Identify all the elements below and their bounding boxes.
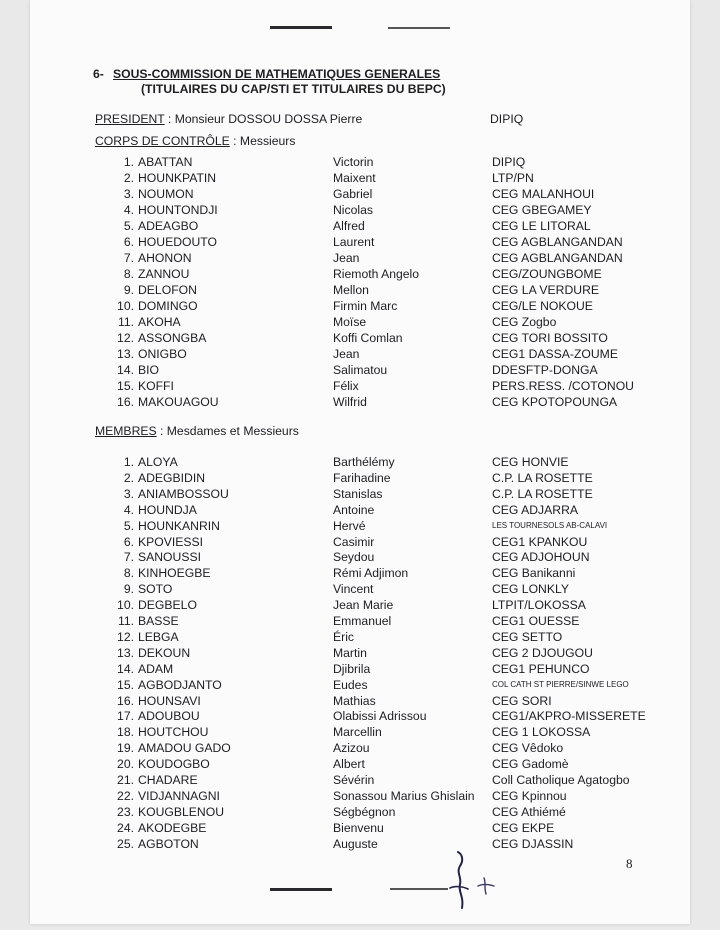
row-nom: ASSONGBA <box>138 331 207 345</box>
table-row <box>0 534 720 550</box>
row-number: 3. <box>123 187 134 201</box>
row-number: 11. <box>117 315 134 329</box>
row-number: 13. <box>117 645 134 660</box>
row-prenom: Barthélémy <box>333 455 395 469</box>
row-etablissement: CEG AGBLANGANDAN <box>492 235 623 249</box>
row-number: 25. <box>117 836 134 851</box>
table-row <box>0 629 720 645</box>
table-row <box>0 330 720 346</box>
top-rule-left <box>270 26 332 29</box>
row-number: 8. <box>123 566 134 581</box>
table-row <box>0 362 720 378</box>
row-nom: AGBODJANTO <box>138 677 222 692</box>
table-row <box>0 677 720 693</box>
row-number: 12. <box>117 629 134 644</box>
row-nom: HOUEDOUTO <box>138 235 217 249</box>
table-row <box>0 772 720 788</box>
row-nom: KOFFI <box>138 379 174 393</box>
row-number: 14. <box>117 363 134 377</box>
row-nom: KOUGBLENOU <box>138 804 225 819</box>
row-number: 10. <box>117 299 134 313</box>
table-row <box>0 234 720 250</box>
row-etablissement: LTPIT/LOKOSSA <box>492 598 586 613</box>
row-number: 18. <box>117 725 134 740</box>
row-number: 19. <box>117 741 134 756</box>
row-number: 20. <box>117 757 134 772</box>
row-prenom: Rémi Adjimon <box>333 566 409 581</box>
row-nom: HOUNTONDJI <box>138 203 218 217</box>
row-etablissement: CEG SORI <box>492 693 552 708</box>
table-row <box>0 645 720 661</box>
row-number: 13. <box>117 347 134 361</box>
row-number: 22. <box>117 788 134 803</box>
table-row <box>0 394 720 410</box>
row-prenom: Azizou <box>333 741 370 756</box>
row-prenom: Firmin Marc <box>333 299 398 313</box>
president-etab: DIPIQ <box>490 112 524 126</box>
row-prenom: Gabriel <box>333 187 373 201</box>
row-prenom: Djibrila <box>333 661 371 676</box>
table-row <box>0 788 720 804</box>
row-nom: BASSE <box>138 614 179 628</box>
row-number: 2. <box>123 171 134 185</box>
table-row <box>0 202 720 218</box>
table-row <box>0 218 720 234</box>
row-etablissement: CEG/ZOUNGBOME <box>492 267 602 281</box>
row-prenom: Olabissi Adrissou <box>333 709 427 724</box>
row-prenom: Albert <box>333 757 365 772</box>
row-number: 14. <box>117 661 134 676</box>
row-prenom: Bienvenu <box>333 820 384 835</box>
section-title: SOUS-COMMISSION DE MATHEMATIQUES GENERALES <box>113 67 441 81</box>
row-nom: HOUNSAVI <box>138 693 201 708</box>
row-nom: ADEGBIDIN <box>138 470 206 485</box>
table-row <box>0 314 720 330</box>
row-prenom: Vincent <box>333 582 374 597</box>
row-nom: HOUTCHOU <box>138 725 209 740</box>
row-etablissement: DIPIQ <box>492 155 526 169</box>
row-prenom: Marcellin <box>333 725 382 740</box>
row-prenom: Laurent <box>333 235 375 249</box>
table-row <box>0 740 720 756</box>
row-nom: ADOUBOU <box>138 709 200 724</box>
table-row <box>0 454 720 470</box>
row-number: 3. <box>123 486 134 501</box>
section-number: 6- <box>93 67 104 81</box>
row-prenom: Mathias <box>333 693 376 708</box>
row-nom: ABATTAN <box>138 155 193 169</box>
row-etablissement: CEG HONVIE <box>492 455 569 469</box>
row-prenom: Salimatou <box>333 363 388 377</box>
row-number: 10. <box>117 598 134 613</box>
row-nom: ANIAMBOSSOU <box>138 486 229 501</box>
table-row <box>0 613 720 629</box>
row-nom: KPOVIESSI <box>138 534 204 549</box>
table-row <box>0 756 720 772</box>
table-row <box>0 549 720 565</box>
table-row <box>0 597 720 613</box>
membres-label: MEMBRES <box>95 424 157 438</box>
table-row <box>0 378 720 394</box>
president-label: PRESIDENT <box>95 112 165 126</box>
row-number: 16. <box>117 693 134 708</box>
row-etablissement: C.P. LA ROSETTE <box>492 470 593 485</box>
table-row <box>0 693 720 709</box>
row-prenom: Emmanuel <box>333 614 392 628</box>
row-etablissement: CEG KPOTOPOUNGA <box>492 395 618 409</box>
row-etablissement: CEG/LE NOKOUE <box>492 299 593 313</box>
row-prenom: Auguste <box>333 836 378 851</box>
row-nom: AKOHA <box>138 315 181 329</box>
row-nom: ADAM <box>138 661 174 676</box>
table-row <box>0 724 720 740</box>
row-etablissement: CEG MALANHOUI <box>492 187 595 201</box>
row-prenom: Nicolas <box>333 203 373 217</box>
row-etablissement: CEG LONKLY <box>492 582 569 597</box>
row-prenom: Stanislas <box>333 486 383 501</box>
row-etablissement: LTP/PN <box>492 171 534 185</box>
table-row <box>0 661 720 677</box>
row-nom: BIO <box>138 363 159 377</box>
row-number: 16. <box>117 395 134 409</box>
row-prenom: Riemoth Angelo <box>333 267 420 281</box>
row-prenom: Sonassou Marius Ghislain <box>333 788 475 803</box>
row-prenom: Moïse <box>333 315 367 329</box>
row-prenom: Martin <box>333 645 367 660</box>
row-nom: DEGBELO <box>138 598 197 613</box>
table-row <box>0 804 720 820</box>
table-row <box>0 186 720 202</box>
row-etablissement: CEG EKPE <box>492 820 555 835</box>
corps-text: : Messieurs <box>229 134 296 148</box>
membres-text: : Mesdames et Messieurs <box>156 424 299 438</box>
row-etablissement: COL CATH ST PIERRE/SINWE LEGO <box>492 679 629 689</box>
row-prenom: Éric <box>333 629 354 644</box>
table-row <box>0 346 720 362</box>
row-number: 6. <box>123 235 134 249</box>
table-row <box>0 266 720 282</box>
table-row <box>0 250 720 266</box>
section-heading <box>93 67 446 97</box>
row-nom: DEKOUN <box>138 645 191 660</box>
row-etablissement: CEG1/AKPRO-MISSERETE <box>492 709 646 724</box>
row-number: 6. <box>123 534 134 549</box>
row-nom: AHONON <box>138 251 192 265</box>
row-prenom: Jean <box>333 251 360 265</box>
table-row <box>0 298 720 314</box>
row-etablissement: CEG1 OUESSE <box>492 614 580 628</box>
row-prenom: Hervé <box>333 518 366 533</box>
row-prenom: Maixent <box>333 171 376 185</box>
row-etablissement: CEG TORI BOSSITO <box>492 331 608 345</box>
table-row <box>0 565 720 581</box>
row-number: 1. <box>123 455 134 469</box>
row-etablissement: CEG Vêdoko <box>492 741 564 756</box>
row-prenom: Antoine <box>333 502 375 517</box>
row-prenom: Farihadine <box>333 470 391 485</box>
row-etablissement: CEG LE LITORAL <box>492 219 591 233</box>
row-nom: AGBOTON <box>138 836 199 851</box>
row-number: 9. <box>123 283 134 297</box>
row-prenom: Jean <box>333 347 360 361</box>
row-number: 7. <box>123 550 134 565</box>
table-row <box>0 154 720 170</box>
row-prenom: Wilfrid <box>333 395 367 409</box>
row-nom: SANOUSSI <box>138 550 201 565</box>
row-etablissement: CEG ADJOHOUN <box>492 550 590 565</box>
signature <box>440 848 510 918</box>
row-prenom: Victorin <box>333 155 374 169</box>
row-etablissement: CEG 1 LOKOSSA <box>492 725 591 740</box>
row-prenom: Seydou <box>333 550 375 565</box>
row-number: 5. <box>123 518 134 533</box>
table-row <box>0 502 720 518</box>
row-prenom: Casimir <box>333 534 375 549</box>
row-prenom: Ségbégnon <box>333 804 396 819</box>
bottom-rule-left <box>270 888 332 891</box>
row-number: 9. <box>123 582 134 597</box>
row-number: 4. <box>123 203 134 217</box>
corps-line <box>95 134 295 148</box>
president-text: : Monsieur DOSSOU DOSSA Pierre <box>164 112 363 126</box>
row-nom: HOUNDJA <box>138 502 197 517</box>
table-row <box>0 820 720 836</box>
row-etablissement: CEG Athiémé <box>492 804 566 819</box>
row-etablissement: CEG LA VERDURE <box>492 283 600 297</box>
row-etablissement: Coll Catholique Agatogbo <box>492 773 630 787</box>
row-number: 21. <box>117 773 134 787</box>
row-etablissement: C.P. LA ROSETTE <box>492 486 593 501</box>
row-number: 17. <box>117 709 134 724</box>
row-number: 11. <box>117 614 134 628</box>
row-etablissement: CEG Kpinnou <box>492 788 567 803</box>
row-nom: ZANNOU <box>138 267 190 281</box>
row-etablissement: LES TOURNESOLS AB-CALAVI <box>492 520 608 530</box>
row-nom: KOUDOGBO <box>138 757 210 772</box>
president-line <box>95 112 362 126</box>
row-etablissement: CEG SETTO <box>492 629 563 644</box>
row-number: 12. <box>117 331 134 345</box>
row-nom: LEBGA <box>138 629 179 644</box>
row-etablissement: CEG 2 DJOUGOU <box>492 645 593 660</box>
row-nom: HOUNKPATIN <box>138 171 217 185</box>
row-nom: SOTO <box>138 582 173 597</box>
row-nom: ALOYA <box>138 455 178 469</box>
row-nom: ONIGBO <box>138 347 187 361</box>
row-number: 7. <box>123 251 134 265</box>
row-number: 8. <box>123 267 134 281</box>
row-number: 5. <box>123 219 134 233</box>
row-prenom: Koffi Comlan <box>333 331 403 345</box>
row-etablissement: CEG Gadomè <box>492 757 569 772</box>
row-etablissement: CEG1 PEHUNCO <box>492 661 590 676</box>
top-rule-right <box>388 27 450 29</box>
corps-label: CORPS DE CONTRÔLE <box>95 134 230 148</box>
row-etablissement: CEG AGBLANGANDAN <box>492 251 623 265</box>
row-etablissement: CEG Banikanni <box>492 566 576 581</box>
row-prenom: Félix <box>333 379 359 393</box>
row-number: 2. <box>123 470 134 485</box>
row-number: 15. <box>117 677 134 692</box>
table-row <box>0 282 720 298</box>
row-number: 1. <box>123 155 134 169</box>
row-etablissement: CEG1 DASSA-ZOUME <box>492 347 618 361</box>
row-nom: HOUNKANRIN <box>138 518 220 533</box>
row-nom: AKODEGBE <box>138 820 207 835</box>
row-etablissement: PERS.RESS. /COTONOU <box>492 379 634 393</box>
row-number: 24. <box>117 820 134 835</box>
row-nom: CHADARE <box>138 773 198 787</box>
row-etablissement: CEG1 KPANKOU <box>492 534 588 549</box>
row-etablissement: DDESFTP-DONGA <box>492 363 598 377</box>
row-nom: DELOFON <box>138 283 197 297</box>
row-nom: DOMINGO <box>138 299 198 313</box>
row-nom: ADEAGBO <box>138 219 199 233</box>
row-etablissement: CEG ADJARRA <box>492 502 579 517</box>
table-row <box>0 486 720 502</box>
row-number: 15. <box>117 379 134 393</box>
row-nom: KINHOEGBE <box>138 566 211 581</box>
table-row <box>0 581 720 597</box>
row-prenom: Mellon <box>333 283 369 297</box>
row-number: 23. <box>117 804 134 819</box>
page-number: 8 <box>626 856 633 871</box>
row-nom: MAKOUAGOU <box>138 395 219 409</box>
row-prenom: Alfred <box>333 219 365 233</box>
row-nom: VIDJANNAGNI <box>138 788 220 803</box>
table-row <box>0 708 720 724</box>
row-number: 4. <box>123 502 134 517</box>
row-etablissement: CEG Zogbo <box>492 315 557 329</box>
table-row <box>0 170 720 186</box>
section-subtitle: (TITULAIRES DU CAP/STI ET TITULAIRES DU BEPC) <box>141 82 446 96</box>
row-etablissement: CEG GBEGAMEY <box>492 203 592 217</box>
membres-line <box>95 424 299 438</box>
table-row <box>0 518 720 534</box>
row-nom: AMADOU GADO <box>138 741 231 756</box>
table-row <box>0 836 720 852</box>
row-nom: NOUMON <box>138 187 194 201</box>
row-prenom: Jean Marie <box>333 598 394 613</box>
row-etablissement: CEG DJASSIN <box>492 836 574 851</box>
table-row <box>0 470 720 486</box>
row-prenom: Eudes <box>333 677 368 692</box>
row-prenom: Sévérin <box>333 773 375 787</box>
